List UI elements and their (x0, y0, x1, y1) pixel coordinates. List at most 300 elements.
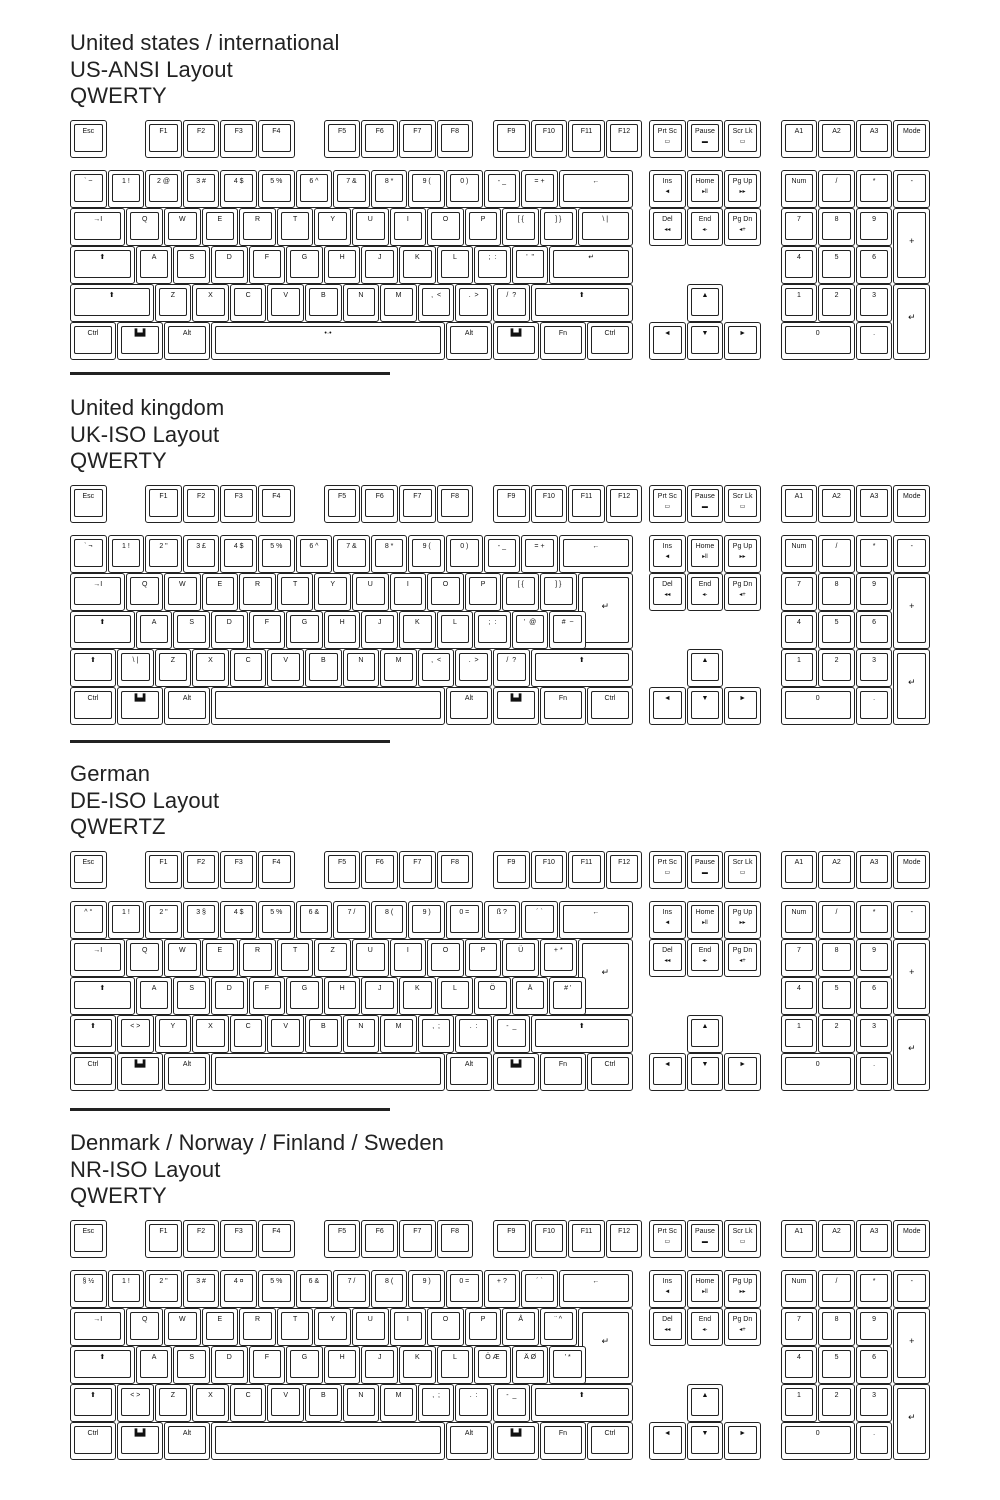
key-home-11 (512, 246, 549, 284)
key-label: ↵ (588, 254, 595, 261)
key-label: Esc (82, 859, 95, 866)
key-top-2 (164, 208, 201, 246)
key-label: Y (330, 581, 336, 588)
key-ctrl-right (587, 687, 633, 725)
key-num-5 (258, 535, 295, 573)
key-home-1 (136, 246, 173, 284)
key-home-12 (549, 977, 586, 1015)
key-label: A (151, 619, 157, 626)
key-label: 1 ! (121, 1278, 130, 1285)
key-label: •·• (324, 330, 332, 337)
key-label: 6 ^ (309, 178, 319, 185)
key-label: 4 $ (233, 909, 244, 916)
key-top-10 (465, 1308, 502, 1346)
key-shift-1 (117, 649, 154, 687)
key-home-1 (136, 977, 173, 1015)
key-label: ◄ (663, 330, 671, 337)
numpad-key-9 (856, 1308, 893, 1346)
key-label: Ctrl (87, 1061, 99, 1068)
numpad-key-enter (893, 649, 930, 725)
key-top-3 (202, 573, 239, 611)
key-label: F8 (450, 859, 459, 866)
key-label: 4 (796, 254, 801, 261)
key-f10 (531, 1220, 568, 1258)
key-label: 3 # (196, 1278, 206, 1285)
key-label: D (226, 254, 232, 261)
key-label: Mode (902, 128, 921, 135)
key-label: 4 $ (233, 543, 244, 550)
key-sublabel: ▸▸ (739, 920, 746, 926)
key-top-6 (314, 208, 351, 246)
key-label: Q (141, 1316, 148, 1323)
keycap-top (215, 1057, 441, 1085)
numpad-key-mode (893, 1220, 930, 1258)
key-label: B (320, 1023, 326, 1030)
key-alt-right (446, 1053, 492, 1091)
key-shift-9 (418, 1384, 455, 1422)
key-label: 0 ) (460, 543, 469, 550)
key-label: ◄ (663, 1061, 671, 1068)
key-label: U (367, 216, 373, 223)
key-prt-sc (649, 1220, 686, 1258)
key-home-2 (173, 1346, 210, 1384)
key-label: ⬆ (90, 657, 96, 664)
key-label: 9 (872, 216, 877, 223)
key-pause (687, 1220, 724, 1258)
key-home (687, 535, 724, 573)
key-label: D (226, 985, 232, 992)
key-label: / ? (506, 292, 517, 299)
key-home-6 (324, 611, 361, 649)
key-top-8 (390, 208, 427, 246)
key-arrow-down (687, 687, 724, 725)
key-label: < > (130, 1392, 141, 1399)
key-home-4 (249, 246, 286, 284)
key-num-9 (408, 1270, 445, 1308)
key-label: 7 (796, 947, 801, 954)
key-label: ▙▟ (134, 330, 146, 337)
key-win (117, 687, 163, 725)
key-label: + (909, 601, 915, 611)
key-end (687, 939, 724, 977)
key-label: F7 (413, 128, 422, 135)
key-home-11 (512, 611, 549, 649)
key-label: ▲ (701, 657, 709, 664)
key-label: # ' (564, 985, 572, 992)
key-sublabel: ▬ (701, 1239, 708, 1245)
key-f3 (220, 851, 257, 889)
numpad-key-9 (856, 573, 893, 611)
key-label: * (872, 1278, 876, 1285)
key-label: End (698, 947, 712, 954)
key-label: F12 (618, 1228, 631, 1235)
key-label: Alt (464, 330, 474, 337)
key-label: Ctrl (87, 1430, 99, 1437)
key-sublabel: ▭ (664, 870, 671, 876)
key-home-5 (286, 977, 323, 1015)
numpad-key-8 (818, 573, 855, 611)
key-label: ▲ (701, 1392, 709, 1399)
key-label: . : (469, 1392, 478, 1399)
key-label: F6 (375, 1228, 384, 1235)
key-top-7 (352, 208, 389, 246)
key-label: ⬆ (108, 292, 115, 299)
key-label: M (395, 657, 402, 664)
key-label: V (283, 1392, 289, 1399)
key-label: Ä Ø (524, 1354, 537, 1361)
key-label: F11 (580, 859, 593, 866)
numpad-key-r1-0 (781, 170, 818, 208)
key-home-3 (211, 611, 248, 649)
numpad-key-a2 (818, 1220, 855, 1258)
numpad-key-enter (893, 284, 930, 360)
key-label: O (442, 1316, 449, 1323)
key-pg-up (724, 535, 761, 573)
key-label: = + (534, 178, 545, 185)
numpad-key-5 (818, 1346, 855, 1384)
key-label: U (367, 947, 373, 954)
key-shift-1 (155, 284, 192, 322)
key-label: 0 (815, 330, 820, 337)
key-caps (70, 1346, 135, 1384)
key-label: Pg Dn (732, 947, 753, 954)
key-top-11 (502, 573, 539, 611)
key-label: F7 (413, 1228, 422, 1235)
key-label: 2 (834, 1023, 839, 1030)
key-label: 0 = (459, 1278, 470, 1285)
key-top-5 (277, 939, 314, 977)
key-label: - _ (506, 1023, 517, 1030)
key-label: . (873, 330, 876, 337)
key-label: Pg Dn (732, 581, 753, 588)
key-ins (649, 901, 686, 939)
key-shift-8 (418, 284, 455, 322)
key-label: ; : (488, 619, 497, 626)
key-label: Pg Up (732, 178, 753, 185)
key-esc (70, 1220, 107, 1258)
key-left-shift (70, 284, 154, 322)
key-win-right (493, 322, 539, 360)
key-label: Prt Sc (657, 493, 677, 500)
key-label: L (452, 985, 457, 992)
key-label: * (872, 178, 876, 185)
key-shift-3 (192, 1384, 229, 1422)
key-label: 9 ) (422, 909, 431, 916)
section-divider (70, 740, 390, 743)
key-label: F12 (618, 493, 631, 500)
key-f7 (399, 1220, 436, 1258)
numpad-key-decimal (856, 1053, 893, 1091)
numpad-key-r1-3 (893, 535, 930, 573)
key-pg-up (724, 170, 761, 208)
key-f10 (531, 851, 568, 889)
numpad-key-enter (893, 1384, 930, 1460)
key-label: 7 / (347, 909, 356, 916)
key-num-9 (408, 901, 445, 939)
key-f1 (145, 120, 182, 158)
key-num-8 (371, 1270, 408, 1308)
key-label: 8 ( (385, 909, 394, 916)
key-label: 4 $ (233, 178, 244, 185)
key-label: R (254, 216, 261, 223)
key-end (687, 208, 724, 246)
key-label: 8 (834, 947, 839, 954)
key-label: ← (592, 1278, 600, 1285)
key-top-2 (164, 939, 201, 977)
key-label: Del (662, 947, 673, 954)
key-label: X (208, 1392, 213, 1399)
key-label: 6 (872, 619, 877, 626)
key-label: 5 % (270, 1278, 283, 1285)
key-label: N (358, 292, 364, 299)
numpad-key-8 (818, 1308, 855, 1346)
key-label: W (178, 581, 186, 588)
key-scr-lk (724, 485, 761, 523)
key-label: Ü (518, 947, 524, 954)
key-label: / (835, 1278, 838, 1285)
key-label: C (245, 1023, 251, 1030)
key-tab (70, 1308, 125, 1346)
key-label: 7 (796, 216, 801, 223)
key-sublabel: ▭ (739, 870, 746, 876)
key-space (211, 1053, 445, 1091)
key-sublabel: ▭ (739, 139, 746, 145)
key-home-10 (474, 246, 511, 284)
key-home-7 (361, 1346, 398, 1384)
key-label: ↵ (907, 1043, 916, 1053)
key-label: 8 (834, 1316, 839, 1323)
key-label: ▲ (701, 292, 709, 299)
key-top-5 (277, 208, 314, 246)
key-label: F9 (507, 128, 516, 135)
key-arrow-left (649, 687, 686, 725)
key-label: Mode (902, 493, 921, 500)
key-sublabel: ▸▸ (739, 554, 746, 560)
numpad-key-plus (893, 208, 930, 284)
key-alt (164, 687, 210, 725)
key-label: - _ (497, 178, 506, 185)
key-label: 7 / (347, 1278, 356, 1285)
key-label: # ~ (561, 619, 574, 626)
key-label: ⬆ (578, 657, 585, 664)
key-label: R (254, 947, 261, 954)
key-label: 6 (872, 254, 877, 261)
key-num-5 (258, 1270, 295, 1308)
key-label: P (480, 581, 486, 588)
layout-type-title: QWERTY (70, 448, 167, 473)
key-label: [ { (517, 216, 524, 223)
key-f2 (183, 1220, 220, 1258)
key-del (649, 573, 686, 611)
key-shift-6 (343, 284, 380, 322)
key-label: 5 (834, 1354, 839, 1361)
key-label: M (395, 1023, 402, 1030)
key-label: ▙▟ (510, 1430, 522, 1437)
key-label: / (835, 543, 838, 550)
key-f11 (568, 485, 605, 523)
key-top-9 (427, 573, 464, 611)
key-label: Num (791, 178, 807, 185)
key-label: A3 (869, 128, 879, 135)
key-label: ▙▟ (134, 1430, 146, 1437)
key-label: H (339, 254, 345, 261)
key-arrow-down (687, 1053, 724, 1091)
numpad-key-plus (893, 1308, 930, 1384)
key-label: 9 ( (422, 178, 431, 185)
key-f6 (361, 120, 398, 158)
key-label: Y (330, 1316, 336, 1323)
key-label: Scr Lk (732, 493, 753, 500)
key-pause (687, 120, 724, 158)
key-label: F4 (272, 128, 281, 135)
key-label: ▼ (701, 695, 709, 702)
key-label: Mode (902, 859, 921, 866)
key-sublabel: ◂- (702, 1327, 708, 1333)
key-label: Pg Up (732, 1278, 753, 1285)
key-backspace (559, 1270, 633, 1308)
numpad-key-plus (893, 939, 930, 1015)
key-f10 (531, 120, 568, 158)
key-top-10 (465, 573, 502, 611)
key-label: F10 (542, 859, 555, 866)
key-label: 4 ¤ (233, 1278, 244, 1285)
key-label: ' @ (523, 619, 537, 626)
key-ins (649, 535, 686, 573)
key-label: E (217, 216, 223, 223)
key-label: , < (431, 657, 442, 664)
key-label: Ctrl (604, 695, 616, 702)
key-label: X (208, 1023, 213, 1030)
key-caps (70, 246, 135, 284)
key-num-6 (296, 901, 333, 939)
key-arrow-left (649, 1422, 686, 1460)
key-pg-dn (724, 1308, 761, 1346)
key-label: Y (330, 216, 336, 223)
key-label: W (178, 216, 186, 223)
key-label: H (339, 1354, 345, 1361)
key-num-10 (446, 901, 483, 939)
key-label: ← (592, 543, 600, 550)
key-label: ` ¬ (84, 543, 93, 550)
key-label: F10 (542, 493, 555, 500)
key-label: F9 (507, 859, 516, 866)
numpad-key-1 (781, 1384, 818, 1422)
key-left-shift (70, 1384, 116, 1422)
key-label: Z (330, 947, 335, 954)
key-label: F10 (542, 1228, 555, 1235)
key-label: Z (170, 292, 176, 299)
key-label: + (909, 236, 915, 246)
key-top-4 (239, 208, 276, 246)
key-label: F6 (375, 128, 384, 135)
key-prt-sc (649, 120, 686, 158)
key-f6 (361, 851, 398, 889)
key-label: ↵ (907, 1412, 916, 1422)
numpad-key-2 (818, 284, 855, 322)
key-label: F5 (338, 493, 347, 500)
key-num-0 (70, 170, 107, 208)
key-win (117, 1422, 163, 1460)
key-num-12 (521, 1270, 558, 1308)
key-space (211, 322, 445, 360)
key-alt-right (446, 687, 492, 725)
key-f7 (399, 120, 436, 158)
key-label: F7 (413, 493, 422, 500)
key-arrow-up (687, 649, 724, 687)
key-label: [ { (517, 581, 524, 588)
key-label: - (910, 178, 913, 185)
key-label: ► (739, 695, 746, 702)
key-label: 9 ) (422, 1278, 431, 1285)
numpad-key-a2 (818, 851, 855, 889)
key-label: L (452, 1354, 457, 1361)
key-label: Num (791, 543, 807, 550)
numpad-key-mode (893, 851, 930, 889)
key-label: Ctrl (87, 330, 99, 337)
key-shift-6 (305, 1384, 342, 1422)
numpad-key-r1-3 (893, 901, 930, 939)
key-f3 (220, 120, 257, 158)
key-label: B (320, 1392, 326, 1399)
key-label: J (377, 1354, 382, 1361)
layout-titles (70, 395, 224, 475)
key-label: F5 (338, 859, 347, 866)
key-top-9 (427, 1308, 464, 1346)
key-fn (540, 687, 586, 725)
key-label: U (367, 581, 373, 588)
key-shift-3 (192, 649, 229, 687)
key-label: 0 = (459, 909, 470, 916)
key-label: , ; (432, 1392, 440, 1399)
key-label: ⬆ (578, 1023, 585, 1030)
key-top-12 (540, 573, 577, 611)
numpad-key-9 (856, 939, 893, 977)
key-label: Ö (489, 985, 496, 992)
key-home-6 (324, 1346, 361, 1384)
key-alt-right (446, 322, 492, 360)
key-num-0 (70, 901, 107, 939)
key-label: I (406, 1316, 409, 1323)
key-label: / (835, 909, 838, 916)
key-num-11 (484, 170, 521, 208)
key-label: ^ ° (84, 909, 93, 916)
key-label: P (480, 1316, 486, 1323)
key-sublabel: ▸ll (702, 554, 708, 560)
key-label: F2 (197, 128, 206, 135)
key-label: Pause (694, 859, 715, 866)
key-top-7 (352, 573, 389, 611)
key-label: ' * (564, 1354, 571, 1361)
key-backspace (559, 901, 633, 939)
key-num-4 (220, 535, 257, 573)
key-num-3 (183, 1270, 220, 1308)
key-f10 (531, 485, 568, 523)
numpad-key-a2 (818, 120, 855, 158)
key-label: = + (534, 543, 545, 550)
key-label: D (226, 619, 232, 626)
key-top-8 (390, 1308, 427, 1346)
key-label: ` ~ (84, 178, 93, 185)
key-label: I (406, 947, 409, 954)
key-label: 4 (796, 619, 801, 626)
key-label: 3 (872, 1392, 877, 1399)
numpad-key-2 (818, 1384, 855, 1422)
key-home-10 (474, 611, 511, 649)
key-label: K (414, 985, 420, 992)
key-label: ◄ (663, 1430, 671, 1437)
key-home-5 (286, 611, 323, 649)
key-label: Alt (464, 1061, 474, 1068)
